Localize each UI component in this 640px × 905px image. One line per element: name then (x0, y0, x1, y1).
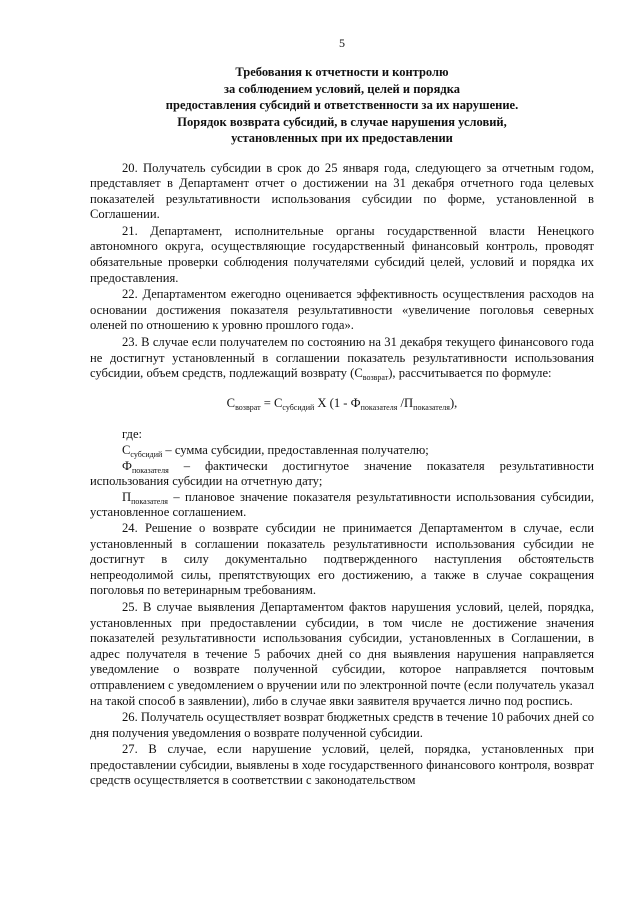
heading-line: установленных при их предоставлении (231, 131, 453, 145)
def-c-letter: С (122, 443, 131, 457)
formula-x-part: X (1 - Ф (314, 395, 361, 410)
def-f-text: – фактически достигнутое значение показателя результативности использования субсидии на отчетную дату; (90, 458, 594, 489)
paragraph-24: 24. Решение о возврате субсидии не принимается Департаментом в случае, если установленный в соглашении показатель результативности использования субсидии не достигнут в силу документально подтвержденного наступления обстоятельств непреодолимой силы, препятствующих его достижению, а также в случае сокращения поголовья по ветеринарным требованиям. (90, 520, 594, 598)
where-label: где: (122, 427, 143, 442)
def-p-text: – плановое значение показателя результативности использования субсидии, установленное соглашением. (90, 489, 594, 520)
formula-slash-p: /П (397, 395, 414, 410)
refund-formula (90, 396, 594, 412)
def-p-letter: П (122, 489, 132, 504)
paragraph-27: 27. В случае, если нарушение условий, целей, порядка, установленных при предоставлении субсидии, выявлены в ходе государственного финансового контроля, возврат средств осуществляется в соответствии с законодательством (90, 742, 594, 788)
subscript-pokazatelya: показателя (413, 402, 450, 412)
paragraph-23-text: 23. В случае если получателем по состоянию на 31 декабря текущего финансового года не достигнут установленный в соглашении показатель результативности использования субсидии, объем средств, подлежащий возврату (С (90, 335, 594, 381)
subscript-subsidiy: субсидий (282, 402, 315, 412)
subscript-pokazatelya: показателя (131, 465, 169, 475)
definition-c (90, 443, 594, 459)
paragraph-20: 20. Получатель субсидии в срок до 25 января года, следующего за отчетным годом, представляет в Департамент отчет о достижении на 31 декабря отчетного года целевых показателей результативности использования субсидии по форме, установленной в Соглашении. (90, 160, 594, 222)
subscript-vozvrat: возврат (235, 402, 261, 412)
paragraph-23 (90, 335, 594, 382)
paragraph-26: 26. Получатель осуществляет возврат бюджетных средств в течение 10 рабочих дней со дня получения уведомления о возврате полученной субсидии. (90, 710, 594, 740)
formula-eq-c: = С (260, 395, 283, 410)
section-heading (90, 64, 594, 147)
def-c-text: – сумма субсидии, предоставленная получателю; (162, 443, 429, 457)
definition-p (90, 490, 594, 521)
subscript-pokazatelya: показателя (360, 402, 398, 412)
subscript-pokazatelya: показателя (131, 496, 168, 506)
subscript-subsidiy: субсидий (130, 450, 163, 459)
page-number: 5 (339, 36, 345, 50)
heading-line: предоставления субсидий и ответственности за их нарушение. (165, 98, 519, 112)
paragraph-22: 22. Департаментом ежегодно оценивается эффективность осуществления расходов на основании достижения показателя результативности «увеличение поголовья северных оленей по отношению к уровню прошлого года». (90, 287, 594, 333)
paragraph-21: 21. Департамент, исполнительные органы государственной власти Ненецкого автономного округа, осуществляющие государственный финансовый контроль, проводят обязательные проверки соблюдения получателями субсидий целей, условий и порядка их предоставления. (90, 223, 594, 285)
heading-line: за соблюдением условий, целей и порядка (224, 81, 460, 96)
definition-f (90, 459, 594, 490)
def-f-letter: Ф (122, 458, 132, 473)
subscript-vozvrat: возврат (362, 373, 389, 383)
formula-c: С (226, 395, 236, 410)
paragraph-25: 25. В случае выявления Департаментом фактов нарушения условий, целей, порядка, установленных при предоставлении субсидии, в том числе не достижение значения показателей результативности использования субсидии, установленных в Соглашении, в адрес получателя в течение 5 рабочих дней со дня выявления нарушения направляется уведомление о возврате полученной субсидии, которое направляется почтовым отправлением с уведомлением о вручении или по электронной почте (если получатель указал на такой способ в заявлении), либо в случае явки заявителя вручается лично под роспись. (90, 599, 594, 708)
paragraph-23-tail: ), рассчитывается по формуле: (388, 366, 552, 381)
formula-end: ), (449, 395, 458, 410)
document-body (90, 161, 594, 790)
heading-line: Порядок возврата субсидий, в случае нарушения условий, (177, 114, 507, 129)
heading-line: Требования к отчетности и контролю (235, 65, 449, 79)
